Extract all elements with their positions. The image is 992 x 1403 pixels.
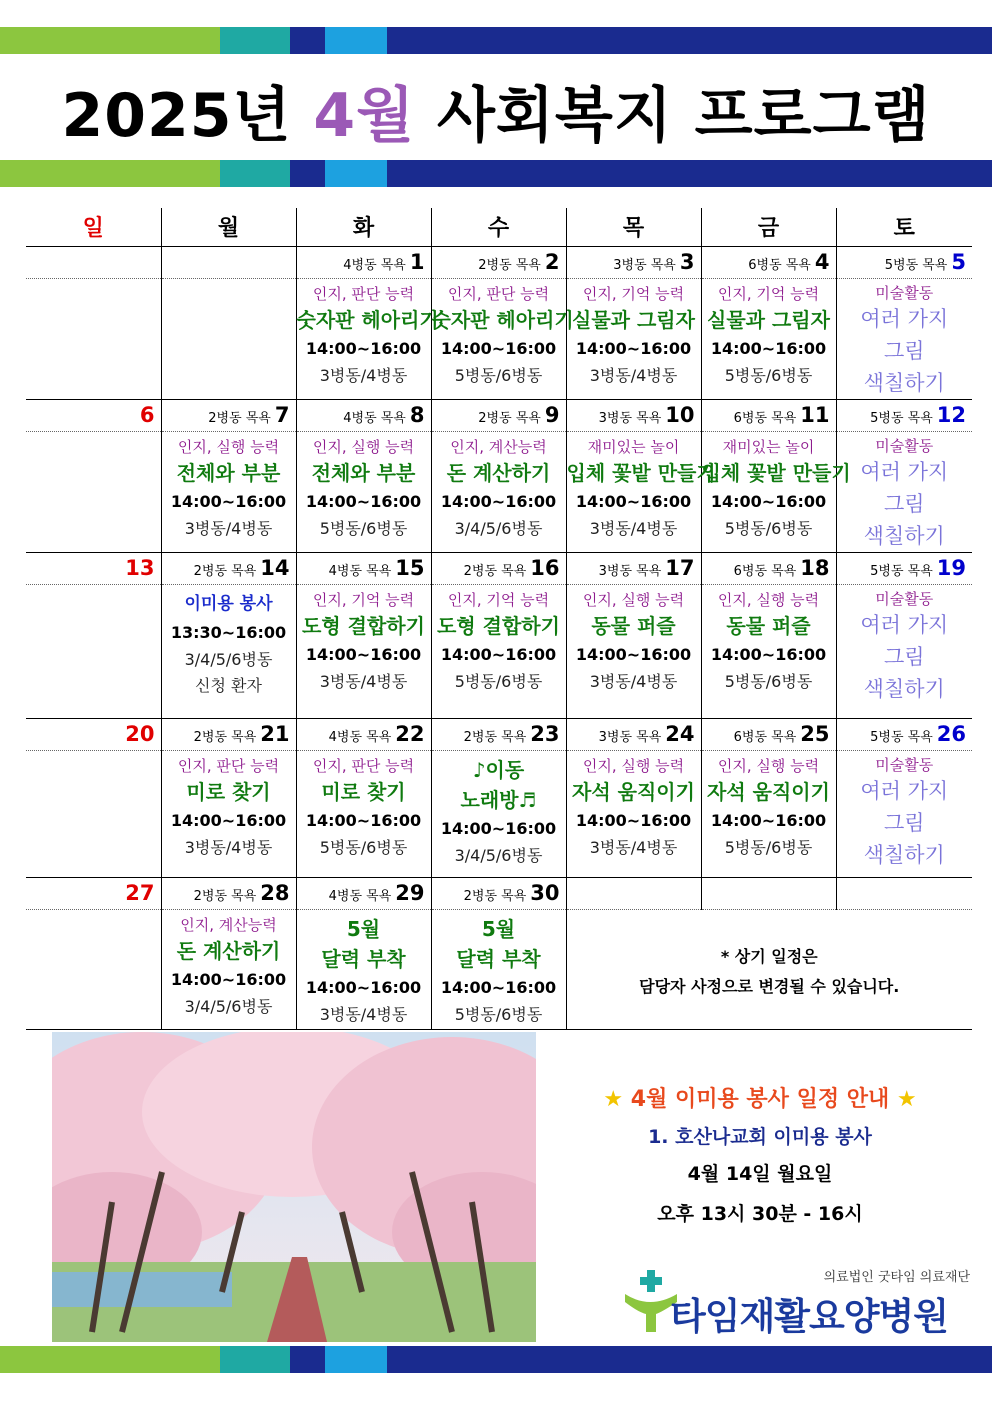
program-title: 입체 꽃밭 만들기 (566, 460, 716, 485)
program-row (26, 584, 972, 718)
day-number: 17 (665, 556, 695, 580)
bath-ward: 2병동 목욕 (193, 889, 257, 904)
date-cell (26, 718, 161, 750)
program-title: 실물과 그림자 (572, 307, 695, 332)
program-category: 미술활동 (875, 589, 934, 608)
program-cell (296, 909, 431, 1029)
program-time: 14:00~16:00 (440, 338, 557, 358)
date-cell (701, 552, 836, 584)
program-line: 노래방♬ (460, 787, 537, 812)
volunteer-notice (540, 1080, 980, 1234)
hospital-name: 타임재활요양병원 (670, 1295, 948, 1338)
bath-ward: 2병동 목욕 (478, 258, 541, 273)
program-line: 그림 (883, 491, 925, 516)
program-category: 인지, 기억 능력 (582, 284, 685, 303)
title-year: 2025년 (61, 81, 292, 151)
weekday-sat: 토 (836, 208, 972, 246)
day-number: 5 (951, 250, 966, 274)
program-category: 인지, 기억 능력 (717, 284, 820, 303)
bath-ward: 5병동 목욕 (870, 730, 933, 745)
program-category: 재미있는 놀이 (587, 437, 680, 456)
program-time: 14:00~16:00 (710, 810, 827, 830)
program-cell (701, 431, 851, 552)
program-title: 자석 움직이기 (572, 779, 695, 804)
program-line: 5월 (481, 916, 516, 941)
day-number: 27 (125, 881, 155, 905)
program-title: 이미용 봉사 (184, 593, 273, 614)
program-title: 입체 꽃밭 만들기 (701, 460, 851, 485)
day-number: 30 (530, 881, 560, 905)
bath-ward: 6병동 목욕 (733, 411, 797, 426)
day-number: 20 (125, 722, 155, 746)
bath-ward: 2병동 목욕 (463, 889, 527, 904)
program-cell (26, 909, 161, 1029)
program-line: 그림 (883, 338, 925, 363)
program-category: 인지, 계산능력 (180, 915, 277, 934)
title-rest: 사회복지 프로그램 (436, 81, 931, 151)
program-title: 실물과 그림자 (707, 307, 830, 332)
notice-heading: 4월 이미용 봉사 일정 안내 (630, 1087, 890, 1112)
program-wards: 5병동/6병동 (454, 671, 543, 691)
program-category: 인지, 실행 능력 (717, 756, 820, 775)
top-stripe (0, 27, 992, 54)
program-line: 달력 부착 (456, 946, 541, 971)
program-cell (566, 750, 701, 877)
weekday-fri: 금 (701, 208, 836, 246)
calendar-table (26, 208, 972, 1030)
program-title: 숫자판 헤아리기 (431, 307, 574, 332)
bath-ward: 3병동 목욕 (613, 258, 676, 273)
program-title: 돈 계산하기 (446, 460, 551, 485)
program-time: 14:00~16:00 (305, 491, 422, 511)
program-row (26, 431, 972, 552)
date-row (26, 552, 972, 584)
program-title: 돈 계산하기 (176, 938, 281, 963)
program-line: 여러 가지 (860, 306, 949, 331)
program-cell (26, 750, 161, 877)
program-category: 인지, 실행 능력 (312, 437, 415, 456)
program-cell (26, 278, 161, 399)
day-number: 1 (409, 250, 425, 274)
date-cell (701, 399, 836, 431)
day-number: 21 (260, 722, 290, 746)
date-cell (836, 877, 972, 909)
date-cell (161, 552, 296, 584)
program-cell (566, 431, 716, 552)
program-line: 여러 가지 (860, 778, 949, 803)
program-time: 14:00~16:00 (305, 644, 422, 664)
bath-ward: 2병동 목욕 (193, 564, 257, 579)
day-number: 23 (530, 722, 560, 746)
title-bottom-stripe (0, 160, 992, 187)
date-cell (431, 552, 566, 584)
program-cell (161, 431, 296, 552)
program-row (26, 750, 972, 877)
program-category: 인지, 계산능력 (450, 437, 547, 456)
program-wards: 3병동/4병동 (319, 365, 408, 385)
program-time: 14:00~16:00 (575, 810, 692, 830)
day-number: 24 (665, 722, 695, 746)
date-row (26, 877, 972, 909)
program-cell (566, 584, 701, 718)
bath-ward: 6병동 목욕 (733, 564, 797, 579)
program-wards: 3병동/4병동 (589, 518, 678, 538)
day-number: 28 (260, 881, 290, 905)
program-category: 인지, 판단 능력 (312, 284, 415, 303)
program-title: 미로 찾기 (321, 779, 406, 804)
notice-line-3: 오후 13시 30분 - 16시 (657, 1203, 863, 1225)
program-wards: 5병동/6병동 (724, 365, 813, 385)
program-cell (836, 750, 972, 877)
program-cell (701, 584, 836, 718)
date-cell (431, 246, 566, 278)
date-cell (296, 246, 431, 278)
program-title: 숫자판 헤아리기 (296, 307, 439, 332)
program-line: 여러 가지 (860, 459, 949, 484)
note-line-1: * 상기 일정은 (720, 946, 818, 966)
program-title: 자석 움직이기 (707, 779, 830, 804)
date-cell (566, 718, 701, 750)
day-number: 14 (260, 556, 290, 580)
title-month: 4월 (313, 81, 416, 151)
star-icon: ★ (603, 1087, 624, 1112)
date-cell (836, 718, 972, 750)
date-cell (836, 552, 972, 584)
program-cell (26, 584, 161, 718)
date-cell (431, 718, 566, 750)
date-cell (296, 718, 431, 750)
program-wards: 3병동/4병동 (184, 837, 273, 857)
program-wards: 3/4/5/6병동 (184, 996, 273, 1016)
bath-ward: 2병동 목욕 (463, 730, 527, 745)
program-line: 색칠하기 (863, 370, 945, 395)
program-time: 14:00~16:00 (710, 491, 827, 511)
weekday-header-row (26, 208, 972, 246)
program-extra: 신청 환자 (195, 675, 262, 695)
day-number: 26 (936, 722, 966, 746)
day-number: 18 (800, 556, 830, 580)
program-title: 도형 결합하기 (302, 613, 425, 638)
program-time: 14:00~16:00 (170, 969, 287, 989)
bath-ward: 5병동 목욕 (884, 258, 948, 273)
program-wards: 3병동/4병동 (589, 671, 678, 691)
date-cell (26, 877, 161, 909)
date-cell (161, 718, 296, 750)
program-wards: 3병동/4병동 (184, 518, 273, 538)
program-title: 전체와 부분 (176, 460, 281, 485)
bath-ward: 4병동 목욕 (328, 889, 392, 904)
program-row (26, 909, 972, 1029)
date-cell (566, 877, 701, 909)
program-cell (296, 750, 431, 877)
weekday-mon: 월 (161, 208, 296, 246)
bath-ward: 3병동 목욕 (598, 730, 662, 745)
date-cell (701, 246, 836, 278)
program-cell (161, 278, 296, 399)
program-time: 14:00~16:00 (575, 338, 692, 358)
day-number: 29 (395, 881, 425, 905)
day-number: 2 (544, 250, 560, 274)
program-cell (296, 431, 431, 552)
program-line: 색칠하기 (863, 842, 945, 867)
program-line: 색칠하기 (863, 676, 945, 701)
date-cell (161, 399, 296, 431)
program-cell (161, 909, 296, 1029)
program-cell (431, 278, 574, 399)
weekday-tue: 화 (296, 208, 431, 246)
day-number: 15 (395, 556, 425, 580)
day-number: 13 (125, 556, 155, 580)
notice-heading-row (540, 1080, 980, 1120)
program-time: 13:30~16:00 (170, 622, 287, 642)
program-wards: 5병동/6병동 (724, 518, 813, 538)
program-cell (836, 431, 972, 552)
program-time: 14:00~16:00 (575, 491, 692, 511)
star-icon: ★ (896, 1087, 917, 1112)
program-wards: 5병동/6병동 (724, 837, 813, 857)
program-time: 14:00~16:00 (710, 338, 827, 358)
program-cell (431, 750, 566, 877)
bath-ward: 2병동 목욕 (478, 411, 541, 426)
bath-ward: 3병동 목욕 (598, 411, 662, 426)
date-cell (836, 399, 972, 431)
program-category: 인지, 판단 능력 (177, 756, 280, 775)
day-number: 19 (936, 556, 966, 580)
program-time: 14:00~16:00 (170, 491, 287, 511)
program-title: 동물 퍼즐 (591, 613, 676, 638)
bath-ward: 2병동 목욕 (463, 564, 527, 579)
program-cell (431, 584, 566, 718)
program-time: 14:00~16:00 (305, 338, 422, 358)
date-cell (161, 246, 296, 278)
date-cell (161, 877, 296, 909)
program-wards: 5병동/6병동 (319, 518, 408, 538)
program-cell (161, 750, 296, 877)
date-cell (26, 246, 161, 278)
program-title: 미로 찾기 (186, 779, 271, 804)
day-number: 6 (139, 403, 155, 427)
day-number: 25 (800, 722, 830, 746)
bath-ward: 2병동 목욕 (208, 411, 271, 426)
day-number: 11 (800, 403, 830, 427)
cherry-blossom-photo (52, 1032, 536, 1342)
program-wards: 3병동/4병동 (319, 671, 408, 691)
weekday-wed: 수 (431, 208, 566, 246)
note-line-2: 담당자 사정으로 변경될 수 있습니다. (639, 976, 900, 996)
day-number: 16 (530, 556, 560, 580)
program-category: 미술활동 (875, 436, 934, 455)
program-category: 인지, 판단 능력 (447, 284, 550, 303)
program-time: 14:00~16:00 (305, 977, 422, 997)
notice-line-1: 1. 호산나교회 이미용 봉사 (648, 1126, 872, 1148)
program-cell (431, 909, 566, 1029)
date-row (26, 718, 972, 750)
program-category: 인지, 실행 능력 (717, 590, 820, 609)
bath-ward: 3병동 목욕 (598, 564, 662, 579)
program-category: 인지, 실행 능력 (582, 756, 685, 775)
program-time: 14:00~16:00 (440, 818, 557, 838)
program-time: 14:00~16:00 (575, 644, 692, 664)
date-cell (566, 246, 701, 278)
program-time: 14:00~16:00 (170, 810, 287, 830)
date-cell (431, 399, 566, 431)
program-category: 인지, 판단 능력 (312, 756, 415, 775)
bath-ward: 4병동 목욕 (343, 411, 406, 426)
program-category: 미술활동 (875, 283, 934, 302)
program-cell (26, 431, 161, 552)
bath-ward: 4병동 목욕 (343, 258, 406, 273)
program-cell (296, 278, 439, 399)
bath-ward: 2병동 목욕 (193, 730, 257, 745)
program-wards: 3/4/5/6병동 (454, 845, 543, 865)
program-wards: 3병동/4병동 (319, 1004, 408, 1024)
foundation-name: 의료법인 굿타임 의료재단 (823, 1270, 970, 1285)
program-wards: 5병동/6병동 (319, 837, 408, 857)
date-cell (836, 246, 972, 278)
program-wards: 3/4/5/6병동 (454, 518, 543, 538)
day-number: 4 (814, 250, 830, 274)
bath-ward: 5병동 목욕 (870, 411, 933, 426)
program-cell (836, 278, 972, 399)
program-line: 5월 (346, 916, 381, 941)
program-cell (296, 584, 431, 718)
program-title: 도형 결합하기 (437, 613, 560, 638)
weekday-thu: 목 (566, 208, 701, 246)
day-number: 3 (679, 250, 695, 274)
date-row (26, 246, 972, 278)
program-wards: 3병동/4병동 (589, 837, 678, 857)
bottom-stripe (0, 1346, 992, 1373)
date-cell (26, 399, 161, 431)
program-cell (431, 431, 566, 552)
bath-ward: 4병동 목욕 (328, 564, 392, 579)
date-cell (701, 718, 836, 750)
program-title: 동물 퍼즐 (726, 613, 811, 638)
program-category: 인지, 기억 능력 (447, 590, 550, 609)
program-time: 14:00~16:00 (305, 810, 422, 830)
weekday-sun: 일 (26, 208, 161, 246)
day-number: 10 (665, 403, 695, 427)
bath-ward: 5병동 목욕 (870, 564, 933, 579)
notice-line-2: 4월 14일 월요일 (687, 1163, 833, 1185)
date-cell (566, 399, 701, 431)
program-line: 달력 부착 (321, 946, 406, 971)
date-cell (296, 877, 431, 909)
bath-ward: 6병동 목욕 (748, 258, 811, 273)
program-wards: 5병동/6병동 (724, 671, 813, 691)
program-line: ♪이동 (472, 757, 525, 782)
date-cell (296, 552, 431, 584)
program-cell (566, 278, 701, 399)
program-time: 14:00~16:00 (710, 644, 827, 664)
program-cell (161, 584, 296, 718)
bath-ward: 4병동 목욕 (328, 730, 392, 745)
program-line: 여러 가지 (860, 612, 949, 637)
program-cell (701, 750, 836, 877)
date-cell (431, 877, 566, 909)
day-number: 22 (395, 722, 425, 746)
program-time: 14:00~16:00 (440, 977, 557, 997)
program-wards: 5병동/6병동 (454, 1004, 543, 1024)
day-number: 12 (936, 403, 966, 427)
program-line: 색칠하기 (863, 523, 945, 548)
bath-ward: 6병동 목욕 (733, 730, 797, 745)
date-cell (566, 552, 701, 584)
program-cell (701, 278, 836, 399)
program-row (26, 278, 972, 399)
program-time: 14:00~16:00 (440, 491, 557, 511)
date-cell (701, 877, 836, 909)
program-category: 인지, 실행 능력 (582, 590, 685, 609)
program-title: 전체와 부분 (311, 460, 416, 485)
schedule-note (567, 914, 973, 1002)
notice-cell (566, 909, 972, 1029)
date-cell (26, 552, 161, 584)
program-line: 그림 (883, 810, 925, 835)
program-wards: 3병동/4병동 (589, 365, 678, 385)
page-title (0, 68, 992, 154)
program-cell (836, 584, 972, 718)
date-row (26, 399, 972, 431)
day-number: 7 (274, 403, 290, 427)
program-line: 그림 (883, 644, 925, 669)
program-category: 인지, 기억 능력 (312, 590, 415, 609)
program-time: 14:00~16:00 (440, 644, 557, 664)
program-category: 재미있는 놀이 (722, 437, 815, 456)
day-number: 9 (544, 403, 560, 427)
program-wards: 3/4/5/6병동 (184, 649, 273, 669)
program-wards: 5병동/6병동 (454, 365, 543, 385)
day-number: 8 (409, 403, 425, 427)
program-category: 미술활동 (875, 755, 934, 774)
date-cell (296, 399, 431, 431)
program-category: 인지, 실행 능력 (177, 437, 280, 456)
